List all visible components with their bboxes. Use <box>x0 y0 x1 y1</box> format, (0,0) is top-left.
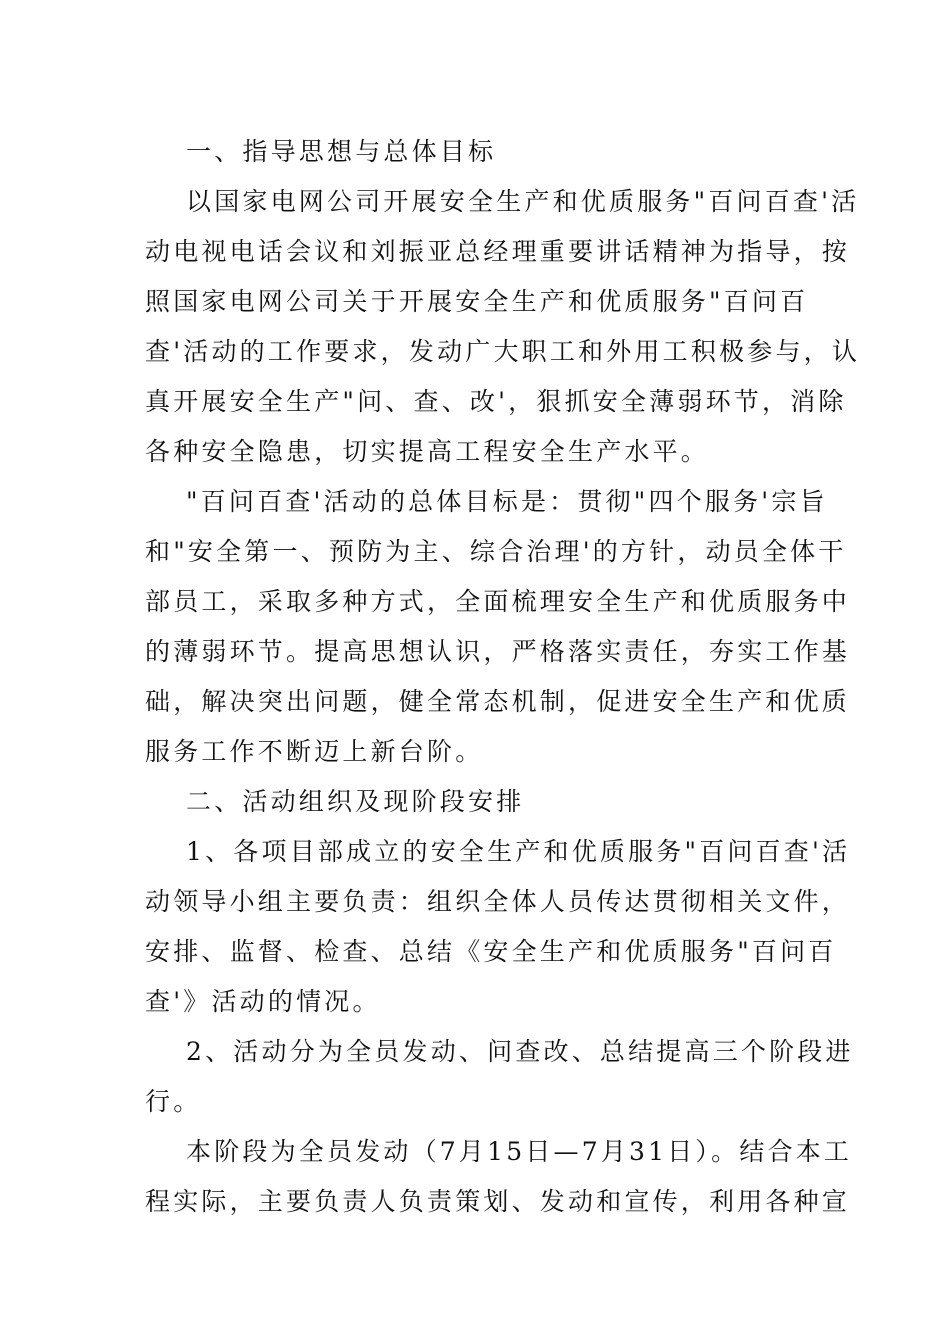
paragraph-line: 部员工，采取多种方式，全面梳理安全生产和优质服务中 <box>145 587 851 616</box>
paragraph-line: 真开展安全生产"问、查、改'，狠抓安全薄弱环节，消除 <box>145 387 847 416</box>
paragraph-line: 2、活动分为全员发动、问查改、总结提高三个阶段进 <box>186 1037 854 1066</box>
paragraph-line: 础，解决突出问题，健全常态机制，促进安全生产和优质 <box>145 687 851 716</box>
paragraph-line: 查'活动的工作要求，发动广大职工和外用工积极参与，认 <box>145 337 861 366</box>
paragraph-line: 动电视电话会议和刘振亚总经理重要讲话精神为指导，按 <box>145 237 851 266</box>
heading-activity-organization: 二、活动组织及现阶段安排 <box>186 787 525 816</box>
paragraph-line: 查'》活动的情况。 <box>145 987 381 1016</box>
heading-guiding-ideology: 一、指导思想与总体目标 <box>186 137 497 166</box>
paragraph-line: 服务工作不断迈上新台阶。 <box>145 737 484 766</box>
paragraph-line: 1、各项目部成立的安全生产和优质服务"百问百查'活 <box>186 837 851 866</box>
paragraph-line: 照国家电网公司关于开展安全生产和优质服务"百问百 <box>145 287 809 316</box>
paragraph-line: 行。 <box>145 1087 202 1116</box>
paragraph-line: 以国家电网公司开展安全生产和优质服务"百问百查'活 <box>186 187 860 216</box>
paragraph-line: 和"安全第一、预防为主、综合治理'的方针，动员全体干 <box>145 537 847 566</box>
paragraph-line: 的薄弱环节。提高思想认识，严格落实责任，夯实工作基 <box>145 637 851 666</box>
paragraph-line: 动领导小组主要负责：组织全体人员传达贯彻相关文件， <box>145 887 851 916</box>
paragraph-line: 各种安全隐患，切实提高工程安全生产水平。 <box>145 437 710 466</box>
paragraph-line: 本阶段为全员发动（7月15日—7月31日）。结合本工 <box>186 1137 853 1166</box>
paragraph-line: 程实际，主要负责人负责策划、发动和宣传，利用各种宣 <box>145 1187 851 1216</box>
paragraph-line: "百问百查'活动的总体目标是：贯彻"四个服务'宗旨 <box>186 487 828 516</box>
paragraph-line: 安排、监督、检查、总结《安全生产和优质服务"百问百 <box>145 937 837 966</box>
